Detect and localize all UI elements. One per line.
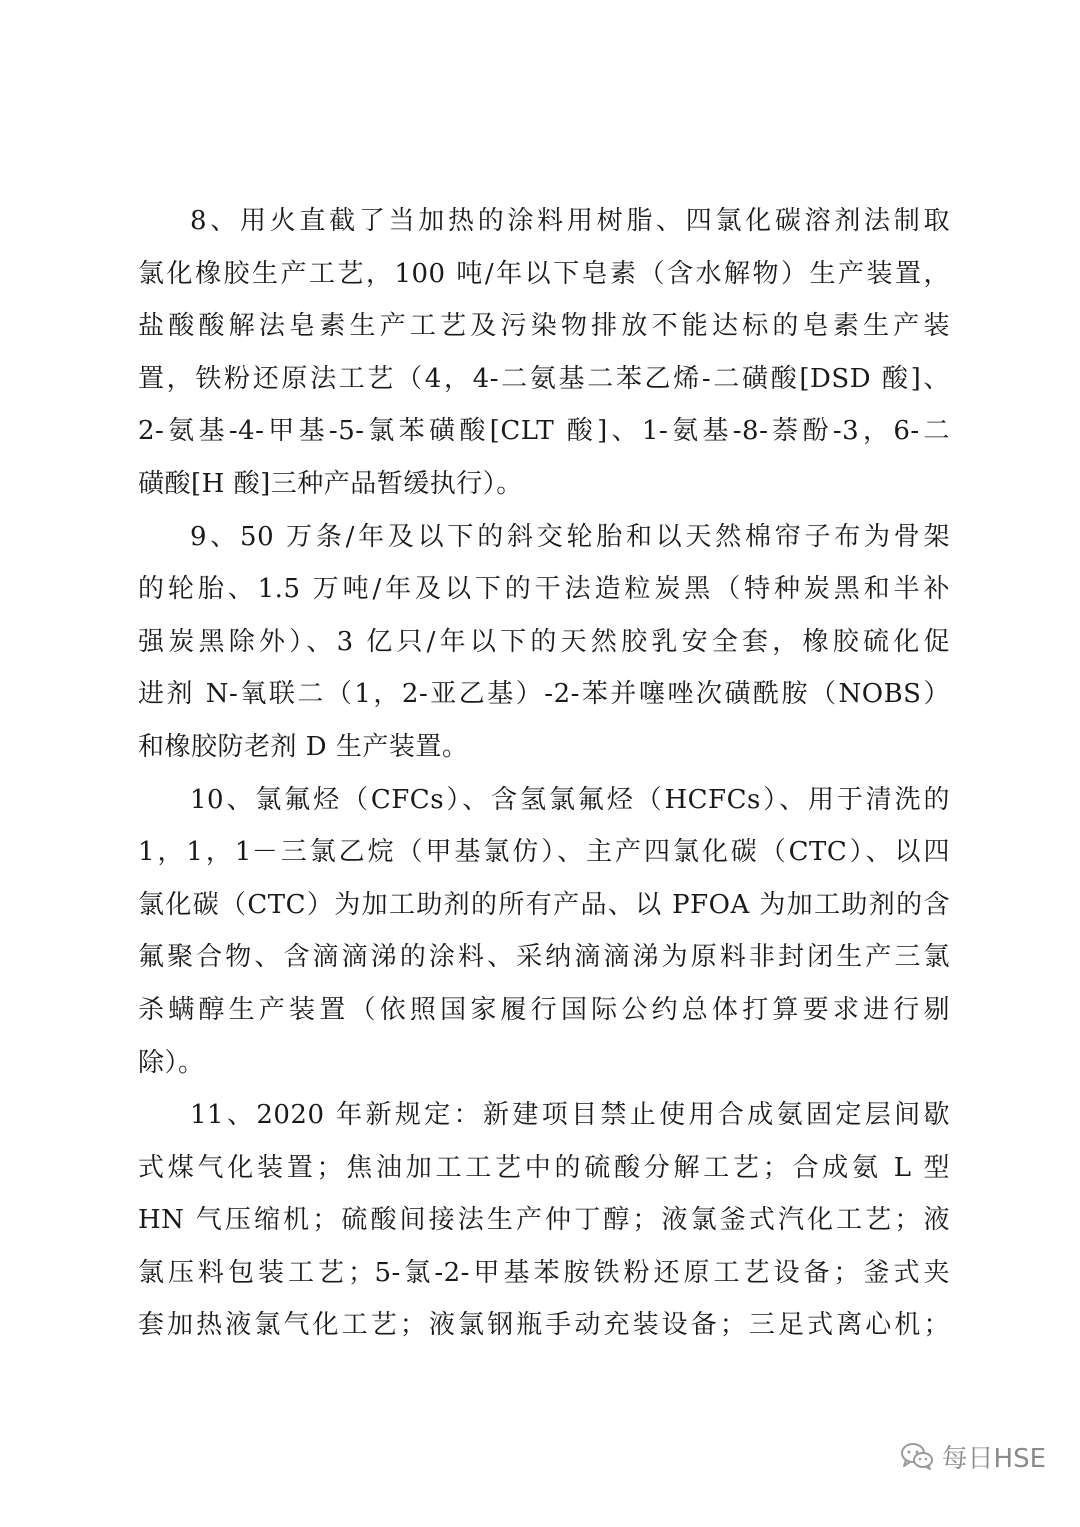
document-body	[138, 195, 950, 1352]
paragraph-9-line-5: 和橡胶防老剂 D 生产装置。	[138, 731, 469, 762]
paragraph-11-line-5: 套加热液氯气化工艺；液氯钢瓶手动充装设备；三足式离心机；	[138, 1310, 950, 1341]
paragraph-11-line-4: 氯压料包装工艺；5-氯-2-甲基苯胺铁粉还原工艺设备；釜式夹	[138, 1257, 950, 1288]
paragraph-10-line-3: 氯化碳（CTC）为加工助剂的所有产品、以 PFOA 为加工助剂的含	[138, 889, 950, 920]
paragraph-9-line-1: 9、50 万条/年及以下的斜交轮胎和以天然棉帘子布为骨架	[190, 521, 950, 552]
paragraph-8-line-2: 氯化橡胶生产工艺，100 吨/年以下皂素（含水解物）生产装置，	[138, 258, 950, 289]
watermark-text: 每日HSE	[941, 1443, 1046, 1474]
paragraph-8-line-5: 2-氨基-4-甲基-5-氯苯磺酸[CLT 酸]、1-氨基-8-萘酚-3，6-二	[138, 416, 950, 447]
paragraph-9-line-3: 强炭黑除外）、3 亿只/年以下的天然胶乳安全套，橡胶硫化促	[138, 626, 950, 657]
paragraph-8-line-1: 8、用火直截了当加热的涂料用树脂、四氯化碳溶剂法制取	[190, 206, 950, 236]
paragraph-8-line-6: 磺酸[H 酸]三种产品暂缓执行）。	[138, 468, 523, 499]
paragraph-11-line-1: 11、2020 年新规定：新建项目禁止使用合成氨固定层间歇	[190, 1100, 950, 1131]
paragraph-10-line-2: 1，1，1－三氯乙烷（甲基氯仿）、主产四氯化碳（CTC）、以四	[138, 837, 950, 868]
paragraph-10-line-4: 氟聚合物、含滴滴涕的涂料、采纳滴滴涕为原料非封闭生产三氯	[138, 942, 950, 973]
paragraph-10-line-6: 除）。	[138, 1047, 205, 1078]
paragraph-10-line-5: 杀螨醇生产装置（依照国家履行国际公约总体打算要求进行剔	[138, 994, 950, 1025]
paragraph-9-line-2: 的轮胎、1.5 万吨/年及以下的干法造粒炭黑（特种炭黑和半补	[138, 574, 950, 605]
wechat-icon	[900, 1441, 934, 1471]
paragraph-8-line-3: 盐酸酸解法皂素生产工艺及污染物排放不能达标的皂素生产装	[138, 311, 950, 342]
paragraph-10-line-1: 10、氯氟烃（CFCs）、含氢氯氟烃（HCFCs）、用于清洗的	[190, 784, 950, 815]
wechat-watermark	[900, 1436, 1046, 1476]
paragraph-9-line-4: 进剂 N-氧联二（1，2-亚乙基）-2-苯并噻唑次磺酰胺（NOBS）	[138, 679, 950, 710]
paragraph-8-line-4: 置，铁粉还原法工艺（4，4-二氨基二苯乙烯-二磺酸[DSD 酸]、	[138, 363, 950, 394]
paragraph-11-line-3: HN 气压缩机；硫酸间接法生产仲丁醇；液氯釜式汽化工艺；液	[138, 1205, 950, 1236]
paragraph-11-line-2: 式煤气化装置；焦油加工工艺中的硫酸分解工艺；合成氨 L 型	[138, 1152, 950, 1183]
